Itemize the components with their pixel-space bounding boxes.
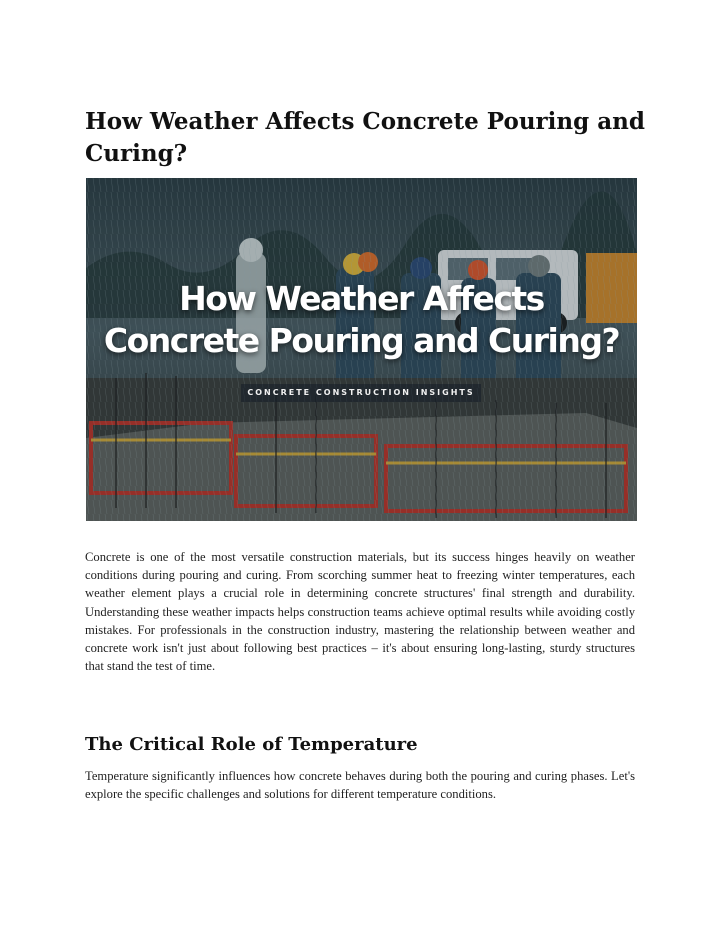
section-paragraph: Temperature significantly influences how concrete behaves during both the pouring and curing phases. Let's explore the specific challenges and solutions for different temperature conditions. (85, 769, 635, 802)
page-title: How Weather Affects Concrete Pouring and Curing? (85, 108, 645, 167)
hero-overlay-line-1: How Weather Affects (179, 279, 544, 318)
hero-image (86, 178, 637, 521)
hero-overlay-line-2: Concrete Pouring and Curing? (103, 321, 620, 360)
hero-overlay-subtitle: CONCRETE CONSTRUCTION INSIGHTS (241, 384, 481, 402)
intro-paragraph: Concrete is one of the most versatile construction materials, but its success hinges heavily on weather conditions during pouring and curing. From scorching summer heat to freezing winter temperatures, each weather element plays a crucial role in determining concrete structures' final strength and durability. Understanding these weather impacts helps construction teams achieve optimal results while avoiding costly mistakes. For professionals in the construction industry, mastering the relationship between weather and concrete work isn't just about following best practices – it's about ensuring long-lasting, sturdy structures that stand the test of time. (85, 550, 635, 674)
hero-overlay-title (86, 278, 637, 362)
section-heading: The Critical Role of Temperature (85, 734, 418, 755)
